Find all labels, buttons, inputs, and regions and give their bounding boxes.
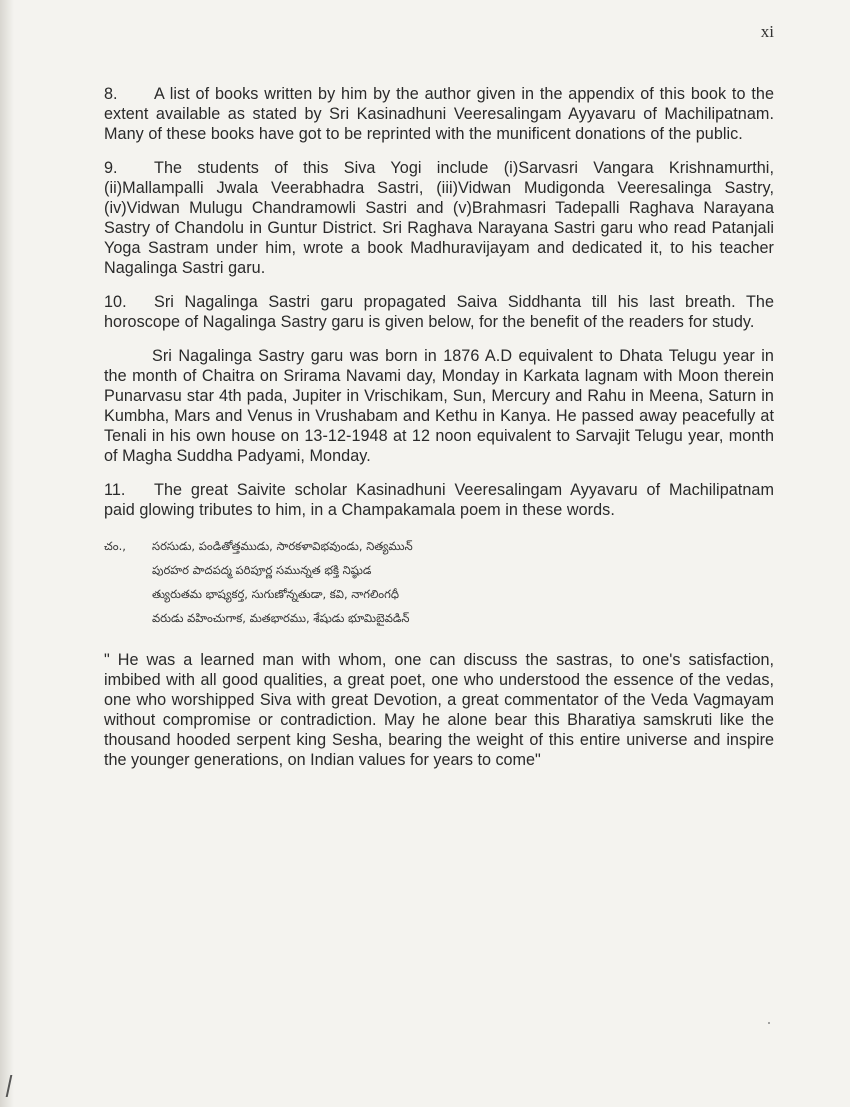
paragraph-number: 11.	[104, 481, 126, 499]
pencil-mark	[6, 1075, 27, 1097]
page-number: xi	[760, 22, 774, 41]
paragraph-number: 10.	[104, 293, 127, 311]
paragraph-text: The students of this Siva Yogi include (i)Sarvasri Vangara Krishnamurthi, (ii)Mallampalli Jwala Veerabhadra Sastri, (iii)Vidwan Mudigonda Veeresalinga Sastry, (iv)Vidwan Mulugu Chandramowli Sastri and (v)Brahmasri Tadepalli Raghava Narayana Sastry of Chandolu in Guntur District. Sri Raghava Narayana Sastri garu who read Patanjali Yoga Sastram under him, wrote a book Madhuravijayam and dedicated it, to his teacher Nagalinga Sastri garu.	[104, 159, 774, 277]
paragraph-10	[104, 292, 774, 332]
poem-line-2: పురహర పాదపద్మ పరిపూర్ణ సమున్నత భక్తి నిష్ఠుడ	[152, 563, 372, 577]
poem-line-1	[104, 534, 774, 558]
poem-meter-prefix: చం.,	[104, 539, 126, 553]
translated-quote: " He was a learned man with whom, one can discuss the sastras, to one's satisfaction, imbibed with all good qualities, a great poet, one who understood the essence of the vedas, one who worshipped Siva with great Devotion, a great commentator of the Veda Vagmayam without compromise or contradiction. May he alone bear this Bharatiya samskruti like the thousand hooded serpent king Sesha, bearing the weight of this entire universe and inspire the younger generations, on Indian values for years to come"	[104, 651, 774, 769]
paragraph-text: A list of books written by him by the author given in the appendix of this book to the extent available as stated by Sri Kasinadhuni Veeresalingam Ayyavaru of Machilipatnam. Many of these books have got to be reprinted with the munificent donations of the public.	[104, 85, 774, 143]
poem-line-3: త్యురుతమ భాష్యకర్త, సుగుణోన్నతుడా, కవి, నాగలింగధీ	[152, 587, 399, 601]
paragraph-number: 9.	[104, 159, 118, 177]
paragraph-11	[104, 480, 774, 520]
birth-paragraph: Sri Nagalinga Sastry garu was born in 1876 A.D equivalent to Dhata Telugu year in the month of Chaitra on Srirama Navami day, Monday in Karkata lagnam with Moon therein Punarvasu star 4th pada, Jupiter in Vrischikam, Sun, Mercury and Rahu in Meena, Saturn in Kumbha, Mars and Venus in Vrushabam and Kethu in Kanya. He passed away peacefully at Tenali in his own house on 13-12-1948 at 12 noon equivalent to Sarvajit Telugu year, month of Magha Suddha Padyami, Monday.	[104, 347, 774, 465]
paragraph-text: The great Saivite scholar Kasinadhuni Veeresalingam Ayyavaru of Machilipatnam paid glowing tributes to him, in a Champakamala poem in these words.	[104, 481, 774, 519]
page-content	[104, 84, 774, 770]
poem-line-text: సరసుడు, పండితోత్తముడు, సారకళావిభవుండు, నిత్యమున్	[152, 539, 413, 553]
paragraph-9	[104, 158, 774, 278]
paper-speck	[768, 1022, 770, 1024]
paragraph-number: 8.	[104, 85, 118, 103]
poem-line-4: వరుడు వహించుగాక, మతభారము, శేషుడు భూమిబైవడిన్	[152, 611, 410, 625]
page-edge-shadow	[0, 0, 14, 1107]
paragraph-8	[104, 84, 774, 144]
paragraph-text: Sri Nagalinga Sastri garu propagated Saiva Siddhanta till his last breath. The horoscope of Nagalinga Sastry garu is given below, for the benefit of the readers for study.	[104, 293, 774, 331]
telugu-poem	[104, 534, 774, 630]
